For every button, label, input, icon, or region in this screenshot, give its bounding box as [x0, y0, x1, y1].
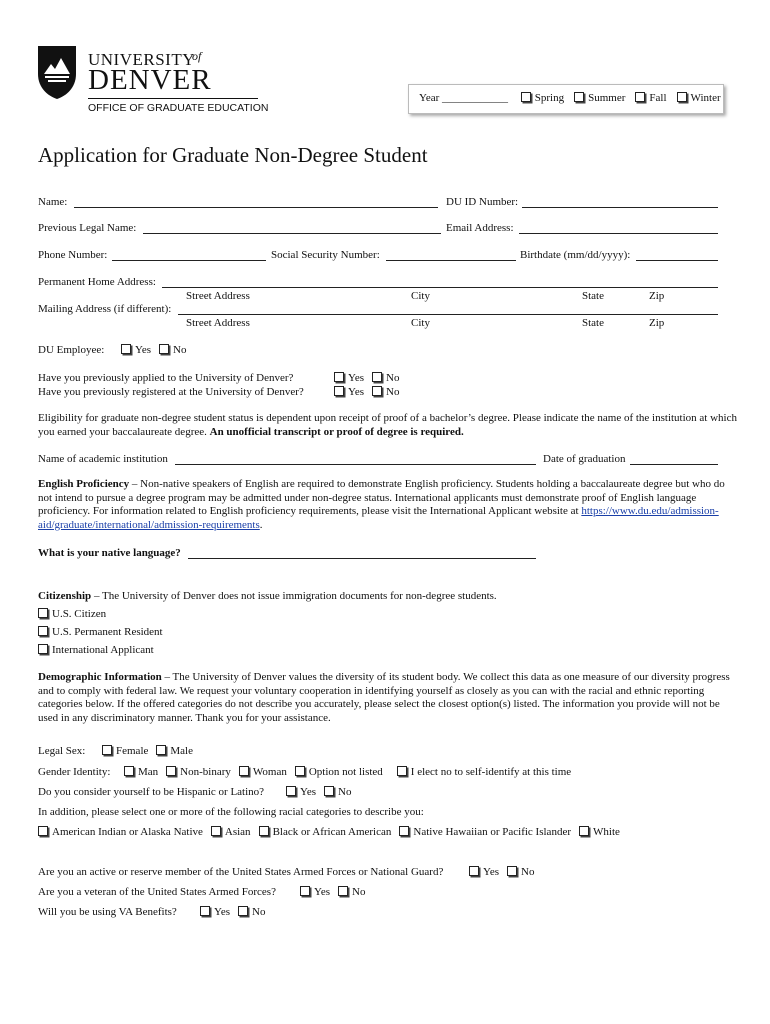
name-field[interactable]	[74, 207, 438, 208]
graduation-date-label: Date of graduation	[543, 453, 626, 465]
va-benefits-no[interactable]	[238, 906, 265, 918]
institution-field[interactable]	[175, 464, 536, 465]
option-label: White	[593, 826, 620, 838]
option-label: I elect no to self-identify at this time	[410, 766, 572, 778]
checkbox-icon[interactable]	[102, 745, 112, 755]
english-heading: English Proficiency	[38, 478, 130, 490]
race-asian[interactable]	[211, 826, 251, 838]
du-id-label: DU ID Number:	[446, 196, 519, 208]
option-label: No	[386, 386, 400, 398]
prev-registered-label: Have you previously registered at the University of Denver?	[38, 386, 304, 398]
checkbox-icon[interactable]	[200, 906, 210, 916]
checkbox-icon[interactable]	[211, 826, 221, 836]
office-name: OFFICE OF GRADUATE EDUCATION	[88, 102, 269, 114]
race-american-indian[interactable]	[38, 826, 203, 838]
of-wordmark: of	[192, 49, 202, 63]
prev-applied-no[interactable]	[372, 372, 399, 384]
zip-caption: Zip	[649, 317, 665, 329]
university-logo	[36, 44, 269, 120]
term-selection-box	[408, 84, 724, 114]
hispanic-no[interactable]	[324, 786, 351, 798]
option-label: Yes	[348, 386, 365, 398]
phone-field[interactable]	[112, 260, 266, 261]
city-caption: City	[411, 290, 430, 302]
checkbox-icon[interactable]	[38, 644, 48, 654]
term-label: Spring	[534, 92, 565, 104]
hispanic-yes[interactable]	[286, 786, 316, 798]
gender-non-binary[interactable]	[166, 766, 231, 778]
checkbox-icon[interactable]	[372, 386, 382, 396]
checkbox-icon[interactable]	[677, 92, 687, 102]
native-language-label: What is your native language?	[38, 547, 181, 559]
checkbox-icon[interactable]	[397, 766, 407, 776]
race-black[interactable]	[259, 826, 392, 838]
checkbox-icon[interactable]	[334, 372, 344, 382]
denver-wordmark: DENVER	[88, 64, 212, 96]
gender-not-listed[interactable]	[295, 766, 383, 778]
checkbox-icon[interactable]	[324, 786, 334, 796]
mailing-address-field[interactable]	[178, 314, 718, 315]
option-label: Black or African American	[272, 826, 392, 838]
option-label: Native Hawaiian or Pacific Islander	[413, 826, 571, 838]
option-label: No	[386, 372, 400, 384]
option-label: Asian	[224, 826, 251, 838]
checkbox-icon[interactable]	[124, 766, 134, 776]
city-caption: City	[411, 317, 430, 329]
armed-forces-yes[interactable]	[469, 866, 499, 878]
term-label: Summer	[588, 92, 626, 104]
racial-intro: In addition, please select one or more of the following racial categories to describe you:	[38, 806, 424, 818]
international-applicant-link[interactable]: https://www.du.edu/admission-aid/graduate/international/admission-requirements	[38, 505, 719, 531]
year-field[interactable]: Year ____________	[419, 92, 509, 104]
veteran-label: Are you a veteran of the United States Armed Forces?	[38, 886, 276, 898]
citizenship-international[interactable]	[38, 644, 154, 656]
gender-woman[interactable]	[239, 766, 287, 778]
checkbox-icon[interactable]	[338, 886, 348, 896]
va-benefits-yes[interactable]	[200, 906, 230, 918]
du-employee-yes[interactable]	[121, 344, 151, 356]
link-period: .	[259, 518, 263, 531]
term-winter[interactable]	[677, 92, 721, 104]
demographic-paragraph	[38, 671, 738, 725]
prev-registered-no[interactable]	[372, 386, 399, 398]
option-label: Yes	[483, 866, 500, 878]
option-label: No	[338, 786, 352, 798]
checkbox-icon[interactable]	[238, 906, 248, 916]
citizenship-text: – The University of Denver does not issue immigration documents for non-degree students.	[91, 590, 497, 602]
checkbox-icon[interactable]	[166, 766, 176, 776]
du-employee-no[interactable]	[159, 344, 186, 356]
prev-applied-yes[interactable]	[334, 372, 364, 384]
option-label: Yes	[135, 344, 152, 356]
option-label: American Indian or Alaska Native	[52, 826, 203, 838]
checkbox-icon[interactable]	[295, 766, 305, 776]
page-title: Application for Graduate Non-Degree Student	[38, 143, 428, 167]
option-label: No	[173, 344, 187, 356]
armed-forces-label: Are you an active or reserve member of the United States Armed Forces or National Guard?	[38, 866, 444, 878]
institution-label: Name of academic institution	[38, 453, 168, 465]
armed-forces-no[interactable]	[507, 866, 534, 878]
option-label: U.S. Permanent Resident	[52, 626, 163, 638]
veteran-yes[interactable]	[300, 886, 330, 898]
perm-address-field[interactable]	[162, 287, 718, 288]
citizenship-paragraph	[38, 590, 497, 602]
checkbox-icon[interactable]	[579, 826, 589, 836]
name-label: Name:	[38, 196, 68, 208]
option-label: Female	[116, 745, 149, 757]
term-summer[interactable]	[574, 92, 625, 104]
checkbox-icon[interactable]	[38, 826, 48, 836]
email-label: Email Address:	[446, 222, 514, 234]
citizenship-permanent-resident[interactable]	[38, 626, 163, 638]
checkbox-icon[interactable]	[521, 92, 531, 102]
email-field[interactable]	[519, 233, 718, 234]
checkbox-icon[interactable]	[372, 372, 382, 382]
va-benefits-label: Will you be using VA Benefits?	[38, 906, 177, 918]
gender-identity-label: Gender Identity:	[38, 766, 111, 778]
english-text: – Non-native speakers of English are required to demonstrate English proficiency. Students holding a baccalaureate degree but who do not intend to pursue a degree program may be admitted under non-degree status. International applicants must demonstrate proof of English language proficiency. For information related to English proficiency requirements, please visit the International Applicant website at	[38, 478, 725, 517]
mailing-address-label: Mailing Address (if different):	[38, 303, 172, 315]
state-caption: State	[582, 317, 604, 329]
english-proficiency-paragraph	[38, 478, 738, 532]
demographic-heading: Demographic Information	[38, 671, 162, 683]
term-fall[interactable]	[635, 92, 666, 104]
prev-applied-label: Have you previously applied to the University of Denver?	[38, 372, 294, 384]
checkbox-icon[interactable]	[286, 786, 296, 796]
graduation-date-field[interactable]	[630, 464, 718, 465]
zip-caption: Zip	[649, 290, 665, 302]
logo-divider	[88, 98, 258, 99]
checkbox-icon[interactable]	[159, 344, 169, 354]
hispanic-label: Do you consider yourself to be Hispanic or Latino?	[38, 786, 265, 798]
option-label: No	[252, 906, 266, 918]
legal-sex-male[interactable]	[156, 745, 193, 757]
street-caption: Street Address	[186, 290, 250, 302]
shield-icon	[36, 44, 78, 100]
option-label: Man	[138, 766, 159, 778]
street-caption: Street Address	[186, 317, 250, 329]
option-label: No	[521, 866, 535, 878]
checkbox-icon[interactable]	[239, 766, 249, 776]
option-label: Yes	[348, 372, 365, 384]
option-label: International Applicant	[52, 644, 154, 656]
race-native-hawaiian[interactable]	[399, 826, 571, 838]
checkbox-icon[interactable]	[121, 344, 131, 354]
option-label: Option not listed	[308, 766, 383, 778]
race-white[interactable]	[579, 826, 620, 838]
checkbox-icon[interactable]	[399, 826, 409, 836]
option-label: Woman	[252, 766, 287, 778]
ssn-field[interactable]	[386, 260, 516, 261]
prev-name-label: Previous Legal Name:	[38, 222, 137, 234]
checkbox-icon[interactable]	[38, 608, 48, 618]
checkbox-icon[interactable]	[156, 745, 166, 755]
state-caption: State	[582, 290, 604, 302]
eligibility-required-note: An unofficial transcript or proof of degree is required.	[209, 425, 464, 438]
gender-no-self-identify[interactable]	[397, 766, 571, 778]
perm-address-label: Permanent Home Address:	[38, 276, 156, 288]
option-label: Yes	[314, 886, 331, 898]
university-wordmark: UNIVERSITY	[88, 50, 195, 69]
legal-sex-label: Legal Sex:	[38, 745, 86, 757]
checkbox-icon[interactable]	[469, 866, 479, 876]
du-employee-label: DU Employee:	[38, 344, 105, 356]
legal-sex-female[interactable]	[102, 745, 148, 757]
demographic-text: – The University of Denver values the diversity of its student body. We collect this data as one measure of our diversity progress and to comply with federal law. We request your voluntary cooperation in identifying yourself as closely as you can with the racial and ethnic reporting categories below. If the offered categories do not describe you accurately, please select the closest option(s) listed. The information you provide will not be used in any discriminatory manner. Thank you for your assistance.	[38, 671, 730, 724]
checkbox-icon[interactable]	[38, 626, 48, 636]
option-label: Yes	[214, 906, 231, 918]
citizenship-heading: Citizenship	[38, 590, 92, 602]
term-label: Winter	[690, 92, 721, 104]
term-label: Fall	[649, 92, 667, 104]
option-label: No	[352, 886, 366, 898]
checkbox-icon[interactable]	[334, 386, 344, 396]
eligibility-paragraph	[38, 412, 738, 439]
checkbox-icon[interactable]	[635, 92, 645, 102]
prev-registered-yes[interactable]	[334, 386, 364, 398]
term-spring[interactable]	[521, 92, 564, 104]
du-id-field[interactable]	[522, 207, 718, 208]
checkbox-icon[interactable]	[300, 886, 310, 896]
veteran-no[interactable]	[338, 886, 365, 898]
option-label: U.S. Citizen	[52, 608, 107, 620]
checkbox-icon[interactable]	[259, 826, 269, 836]
birthdate-field[interactable]	[636, 260, 718, 261]
checkbox-icon[interactable]	[507, 866, 517, 876]
prev-name-field[interactable]	[143, 233, 441, 234]
eligibility-text: Eligibility for graduate non-degree student status is dependent upon receipt of proof of a bachelor’s degree. Please indicate the name of the institution at which you earned your baccalaureate degree.	[38, 412, 737, 438]
option-label: Male	[170, 745, 193, 757]
checkbox-icon[interactable]	[574, 92, 584, 102]
gender-man[interactable]	[124, 766, 158, 778]
ssn-label: Social Security Number:	[271, 249, 380, 261]
phone-label: Phone Number:	[38, 249, 108, 261]
option-label: Non-binary	[180, 766, 231, 778]
option-label: Yes	[300, 786, 317, 798]
birthdate-label: Birthdate (mm/dd/yyyy):	[520, 249, 631, 261]
native-language-field[interactable]	[188, 558, 536, 559]
citizenship-us-citizen[interactable]	[38, 608, 106, 620]
